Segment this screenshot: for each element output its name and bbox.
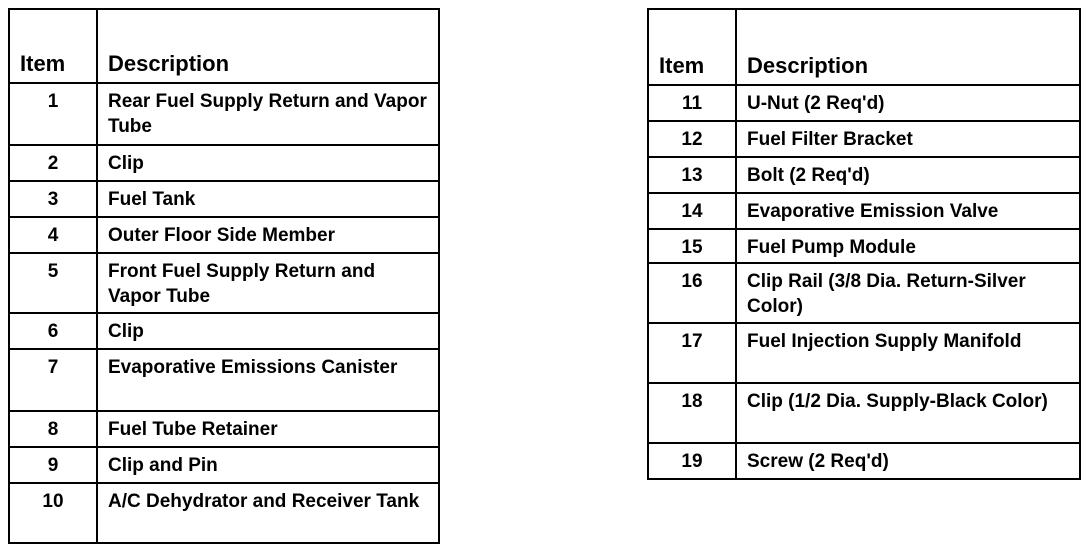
item-number: 13 [648, 157, 736, 193]
table-row [648, 383, 1080, 443]
item-column-header: Item [648, 9, 736, 85]
item-description: Clip [97, 145, 439, 181]
parts-table-right [647, 8, 1081, 480]
item-description: Rear Fuel Supply Return and Vapor Tube [97, 83, 439, 145]
table-row [9, 447, 439, 483]
item-description: Front Fuel Supply Return and Vapor Tube [97, 253, 439, 313]
item-number: 3 [9, 181, 97, 217]
item-number: 14 [648, 193, 736, 229]
description-column-header: Description [736, 9, 1080, 85]
table-row [648, 121, 1080, 157]
table-row [648, 323, 1080, 383]
table-row [648, 85, 1080, 121]
parts-table-left [8, 8, 440, 544]
item-description: Clip [97, 313, 439, 349]
description-column-header: Description [97, 9, 439, 83]
item-number: 5 [9, 253, 97, 313]
item-number: 16 [648, 263, 736, 323]
item-description: Outer Floor Side Member [97, 217, 439, 253]
item-number: 8 [9, 411, 97, 447]
table-row [9, 349, 439, 411]
table-row [9, 483, 439, 543]
table-row [648, 229, 1080, 263]
item-description: Bolt (2 Req'd) [736, 157, 1080, 193]
item-number: 17 [648, 323, 736, 383]
table-row [648, 443, 1080, 479]
table-row [9, 217, 439, 253]
item-description: A/C Dehydrator and Receiver Tank [97, 483, 439, 543]
table-row [648, 193, 1080, 229]
table-row [9, 181, 439, 217]
table-row [9, 253, 439, 313]
item-number: 1 [9, 83, 97, 145]
item-number: 15 [648, 229, 736, 263]
item-number: 7 [9, 349, 97, 411]
item-description: Fuel Tank [97, 181, 439, 217]
item-description: Fuel Tube Retainer [97, 411, 439, 447]
item-number: 2 [9, 145, 97, 181]
item-description: Evaporative Emission Valve [736, 193, 1080, 229]
table-row [9, 145, 439, 181]
item-number: 18 [648, 383, 736, 443]
item-column-header: Item [9, 9, 97, 83]
item-description: Screw (2 Req'd) [736, 443, 1080, 479]
item-description: Clip Rail (3/8 Dia. Return-Silver Color) [736, 263, 1080, 323]
item-number: 10 [9, 483, 97, 543]
item-number: 11 [648, 85, 736, 121]
item-description: Clip and Pin [97, 447, 439, 483]
item-description: Clip (1/2 Dia. Supply-Black Color) [736, 383, 1080, 443]
item-number: 19 [648, 443, 736, 479]
table-row [9, 83, 439, 145]
item-number: 12 [648, 121, 736, 157]
item-description: Fuel Filter Bracket [736, 121, 1080, 157]
item-description: U-Nut (2 Req'd) [736, 85, 1080, 121]
item-number: 9 [9, 447, 97, 483]
item-description: Evaporative Emissions Canister [97, 349, 439, 411]
item-description: Fuel Pump Module [736, 229, 1080, 263]
table-header-row [648, 9, 1080, 85]
table-row [9, 411, 439, 447]
item-number: 4 [9, 217, 97, 253]
table-header-row [9, 9, 439, 83]
item-number: 6 [9, 313, 97, 349]
item-description: Fuel Injection Supply Manifold [736, 323, 1080, 383]
table-row [648, 157, 1080, 193]
table-row [648, 263, 1080, 323]
table-row [9, 313, 439, 349]
